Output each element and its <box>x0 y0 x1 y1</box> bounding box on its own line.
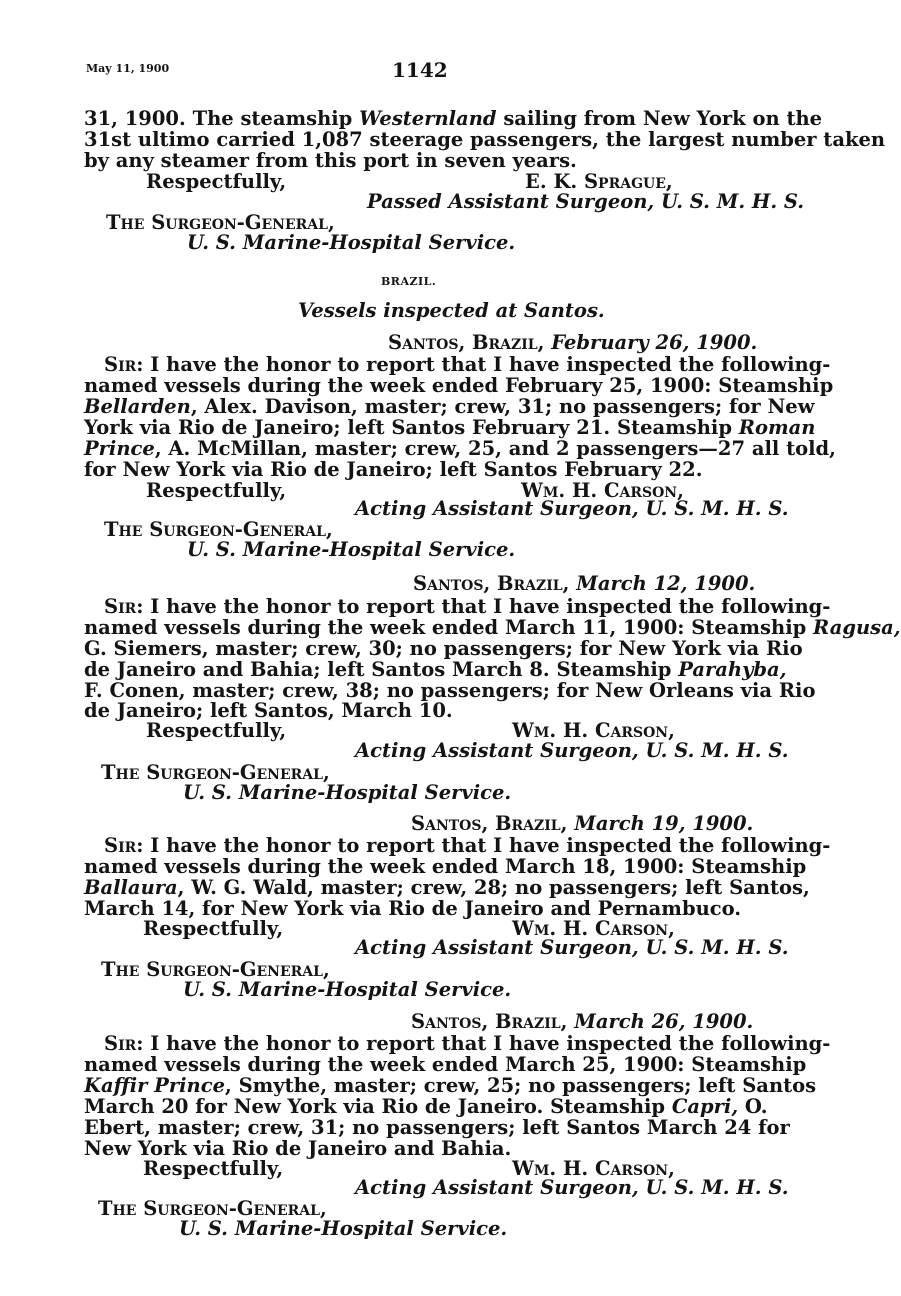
report-1-line-6: for New York via Rio de Janeiro; left Santos February 22. <box>84 458 703 481</box>
report-3-signer: Wm. H. Carson, <box>512 917 675 940</box>
intro-line-2: 31st ultimo carried 1,087 steerage passengers, the largest number taken <box>84 128 886 151</box>
intro-line-3: by any steamer from this port in seven years. <box>84 149 577 172</box>
report-2-addressee: The Surgeon-General, <box>101 761 330 784</box>
report-3-signer-title: Acting Assistant Surgeon, U. S. M. H. S. <box>355 936 789 959</box>
report-1-dateline: Santos, Brazil, February 26, 1900. <box>388 331 758 354</box>
country-heading: BRAZIL. <box>381 275 437 288</box>
report-4-line-3: Kaffir Prince, Smythe, master; crew, 25; no passengers; left Santos <box>84 1074 817 1097</box>
report-3-line-4: March 14, for New York via Rio de Janeiro and Pernambuco. <box>84 897 742 920</box>
intro-service: U. S. Marine-Hospital Service. <box>187 231 516 254</box>
report-3-service: U. S. Marine-Hospital Service. <box>183 978 512 1001</box>
header-date: May 11, 1900 <box>86 62 170 75</box>
report-2-line-4: de Janeiro and Bahia; left Santos March 8. Steamship Parahyba, <box>84 658 787 681</box>
report-2-line-1: Sir: I have the honor to report that I have inspected the following- <box>104 595 831 618</box>
report-2-line-2: named vessels during the week ended March 11, 1900: Steamship Ragusa, <box>84 616 901 639</box>
report-1-line-5: Prince, A. McMillan, master; crew, 25, and 2 passengers—27 all told, <box>84 437 836 460</box>
report-2-dateline: Santos, Brazil, March 12, 1900. <box>413 572 756 595</box>
section-heading: Vessels inspected at Santos. <box>298 299 605 322</box>
report-2-signer: Wm. H. Carson, <box>512 719 675 742</box>
report-4-addressee: The Surgeon-General, <box>98 1197 327 1220</box>
report-4-signer: Wm. H. Carson, <box>512 1157 675 1180</box>
report-4-line-6: New York via Rio de Janeiro and Bahia. <box>84 1137 512 1160</box>
report-3-closing: Respectfully, <box>143 917 284 940</box>
report-1-line-4: York via Rio de Janeiro; left Santos February 21. Steamship Roman <box>84 416 816 439</box>
report-4-line-2: named vessels during the week ended March 25, 1900: Steamship <box>84 1053 807 1076</box>
intro-signer: E. K. Sprague, <box>525 170 673 193</box>
report-1-signer-title: Acting Assistant Surgeon, U. S. M. H. S. <box>355 497 789 520</box>
report-1-line-1: Sir: I have the honor to report that I have inspected the following- <box>104 353 831 376</box>
intro-closing: Respectfully, <box>146 170 287 193</box>
report-3-line-2: named vessels during the week ended March 18, 1900: Steamship <box>84 855 807 878</box>
report-1-addressee: The Surgeon-General, <box>104 518 333 541</box>
report-2-service: U. S. Marine-Hospital Service. <box>183 781 512 804</box>
report-4-signer-title: Acting Assistant Surgeon, U. S. M. H. S. <box>355 1176 789 1199</box>
report-4-dateline: Santos, Brazil, March 26, 1900. <box>411 1010 754 1033</box>
report-2-line-6: de Janeiro; left Santos, March 10. <box>84 699 453 722</box>
report-3-line-1: Sir: I have the honor to report that I have inspected the following- <box>104 834 831 857</box>
report-1-service: U. S. Marine-Hospital Service. <box>187 538 516 561</box>
report-4-service: U. S. Marine-Hospital Service. <box>179 1217 508 1240</box>
report-3-line-3: Ballaura, W. G. Wald, master; crew, 28; no passengers; left Santos, <box>84 876 810 899</box>
report-4-line-4: March 20 for New York via Rio de Janeiro. Steamship Capri, O. <box>84 1095 768 1118</box>
report-3-dateline: Santos, Brazil, March 19, 1900. <box>411 812 754 835</box>
intro-addressee: The Surgeon-General, <box>106 211 335 234</box>
report-4-line-5: Ebert, master; crew, 31; no passengers; left Santos March 24 for <box>84 1116 790 1139</box>
report-3-addressee: The Surgeon-General, <box>101 958 330 981</box>
report-1-line-3: Bellarden, Alex. Davison, master; crew, 31; no passengers; for New <box>84 395 815 418</box>
report-2-closing: Respectfully, <box>146 719 287 742</box>
intro-signer-title: Passed Assistant Surgeon, U. S. M. H. S. <box>367 190 805 213</box>
report-2-signer-title: Acting Assistant Surgeon, U. S. M. H. S. <box>355 739 789 762</box>
report-1-signer: Wm. H. Carson, <box>521 479 684 502</box>
intro-line-1: 31, 1900. The steamship Westernland sailing from New York on the <box>84 107 823 130</box>
page-number: 1142 <box>392 58 448 82</box>
report-1-line-2: named vessels during the week ended February 25, 1900: Steamship <box>84 374 834 397</box>
report-4-closing: Respectfully, <box>143 1157 284 1180</box>
report-1-closing: Respectfully, <box>146 479 287 502</box>
report-2-line-3: G. Siemers, master; crew, 30; no passengers; for New York via Rio <box>84 637 803 660</box>
report-2-line-5: F. Conen, master; crew, 38; no passengers; for New Orleans via Rio <box>84 679 816 702</box>
report-4-line-1: Sir: I have the honor to report that I have inspected the following- <box>104 1032 831 1055</box>
